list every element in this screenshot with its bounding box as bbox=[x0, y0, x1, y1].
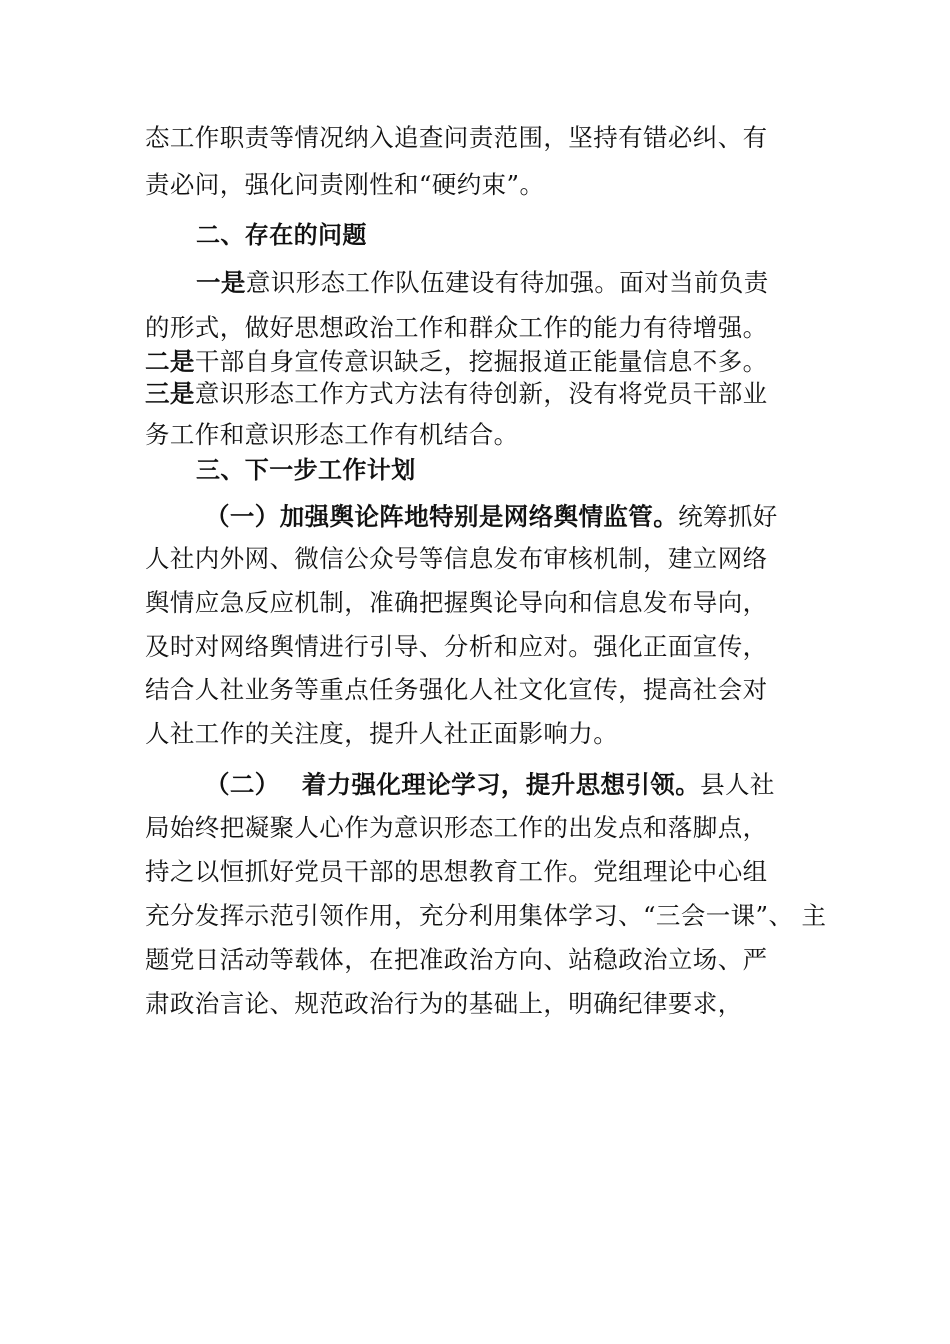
problem-item-3-cont: 务工作和意识形态工作有机结合。 bbox=[145, 420, 519, 449]
problem-item-2-label: 二是 bbox=[145, 347, 195, 376]
plan-paragraph-2-line: 题党日活动等载体，在把准政治方向、站稳政治立场、严 bbox=[145, 945, 768, 974]
plan-paragraph-1-first-line bbox=[205, 502, 778, 532]
plan-paragraph-2-line: 充分发挥示范引领作用，充分利用集体学习、“三会一课”、 主 bbox=[145, 901, 827, 930]
plan-paragraph-1-line: 人社内外网、微信公众号等信息发布审核机制，建立网络 bbox=[145, 544, 768, 573]
section-heading-problems: 二、存在的问题 bbox=[196, 221, 367, 249]
intro-line-1: 态工作职责等情况纳入追查问责范围，坚持有错必纠、有 bbox=[145, 123, 768, 152]
plan-paragraph-2-number: （二） bbox=[205, 770, 280, 799]
plan-paragraph-2-line: 持之以恒抓好党员干部的思想教育工作。党组理论中心组 bbox=[145, 857, 768, 886]
plan-paragraph-2-title: 着力强化理论学习，提升思想引领。 bbox=[301, 770, 701, 799]
plan-paragraph-1-line: 舆情应急反应机制，准确把握舆论导向和信息发布导向， bbox=[145, 588, 768, 617]
plan-paragraph-1-line: 人社工作的关注度，提升人社正面影响力。 bbox=[145, 719, 619, 748]
problem-item-3 bbox=[145, 379, 768, 409]
plan-paragraph-1-line: 及时对网络舆情进行引导、分析和应对。强化正面宣传， bbox=[145, 632, 768, 661]
problem-item-3-text: 意识形态工作方式方法有待创新，没有将党员干部业 bbox=[194, 379, 768, 408]
problem-item-1-text: 意识形态工作队伍建设有待加强。面对当前负责 bbox=[245, 268, 769, 297]
problem-item-2 bbox=[145, 347, 768, 377]
section-heading-plan: 三、下一步工作计划 bbox=[196, 456, 416, 484]
problem-item-3-label: 三是 bbox=[145, 379, 195, 408]
problem-item-1 bbox=[196, 268, 769, 298]
problem-item-1-cont: 的形式，做好思想政治工作和群众工作的能力有待增强。 bbox=[145, 313, 768, 342]
plan-paragraph-1-line: 结合人社业务等重点任务强化人社文化宣传，提高社会对 bbox=[145, 675, 768, 704]
problem-item-2-text: 干部自身宣传意识缺乏，挖掘报道正能量信息不多。 bbox=[194, 347, 768, 376]
plan-paragraph-2-first-line bbox=[205, 770, 775, 800]
plan-paragraph-2-line: 局始终把凝聚人心作为意识形态工作的出发点和落脚点， bbox=[145, 813, 768, 842]
plan-paragraph-2-line: 肃政治言论、规范政治行为的基础上，明确纪律要求， bbox=[145, 989, 743, 1018]
plan-paragraph-2-text: 县人社 bbox=[700, 770, 775, 799]
plan-paragraph-1-title: （一）加强舆论阵地特别是网络舆情监管。 bbox=[205, 502, 679, 531]
problem-item-1-label: 一是 bbox=[196, 268, 246, 297]
intro-line-2: 责必问，强化问责刚性和“硬约束”。 bbox=[145, 170, 545, 199]
plan-paragraph-1-text: 统筹抓好 bbox=[678, 502, 778, 531]
